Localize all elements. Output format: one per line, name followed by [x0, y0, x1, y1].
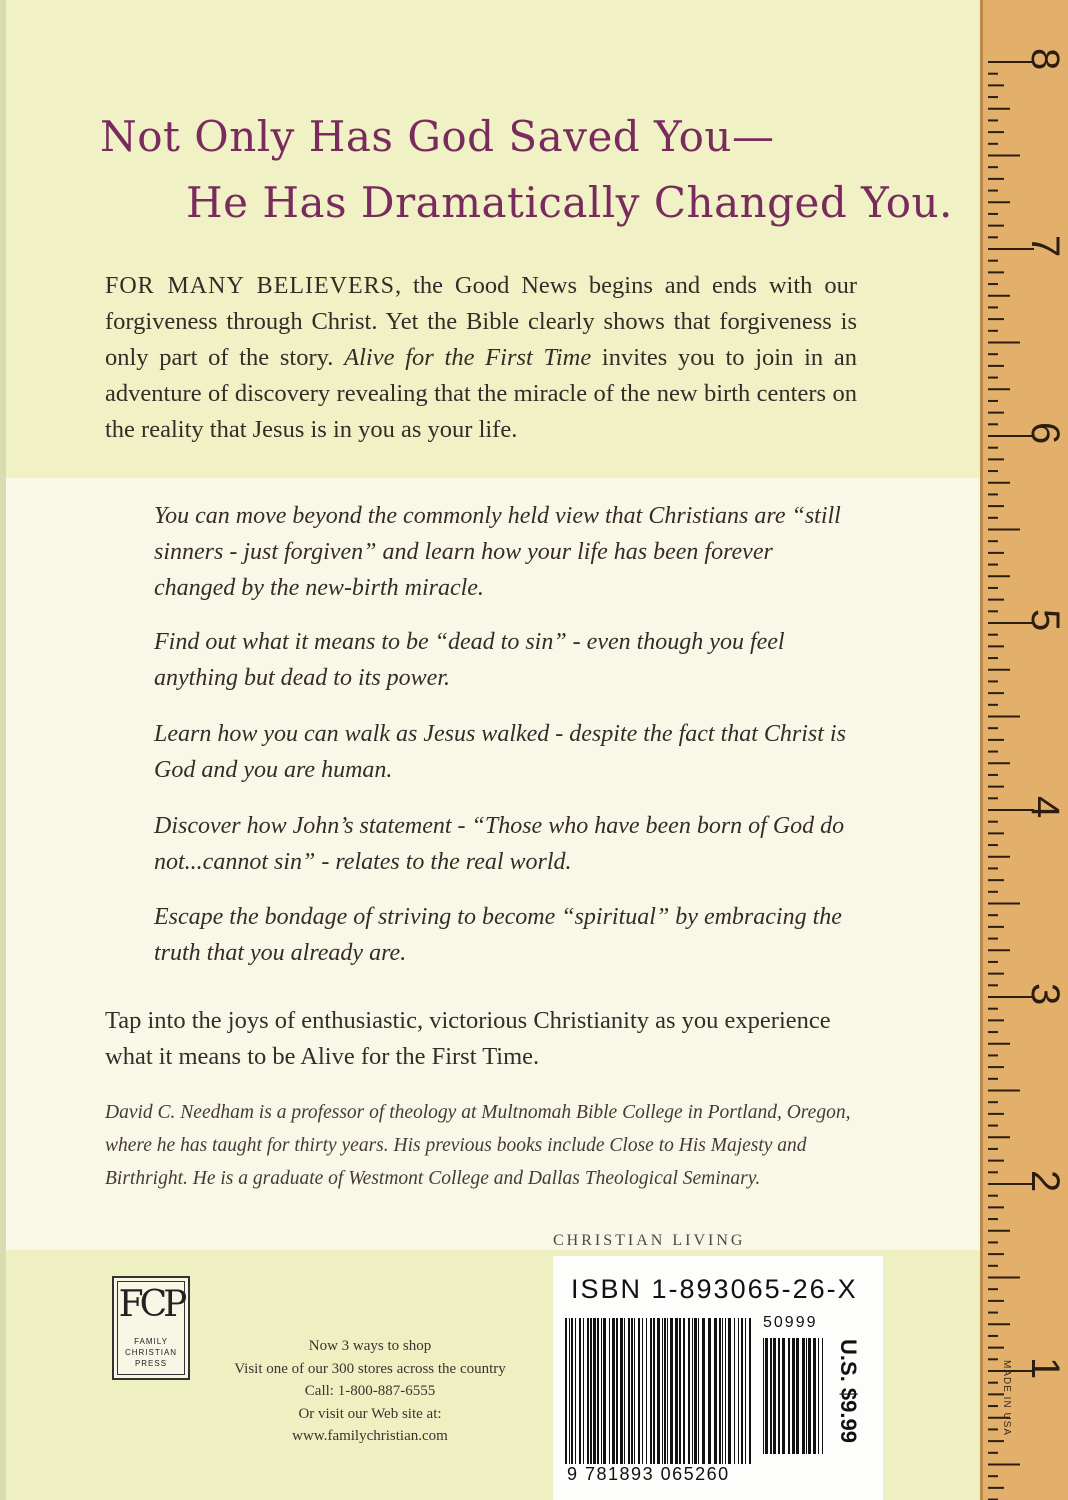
barcode-bar	[664, 1318, 666, 1464]
barcode-bar	[597, 1318, 599, 1464]
barcode-bar	[770, 1338, 772, 1454]
logo-publisher-name	[114, 1336, 188, 1369]
benefit-item: Escape the bondage of striving to become “spiritual” by embracing the truth that you already are.	[154, 904, 842, 966]
price-barcode	[763, 1338, 829, 1454]
logo-mark: FCP	[118, 1284, 184, 1325]
barcode-bar	[728, 1318, 731, 1464]
shop-website: www.familychristian.com	[292, 1428, 448, 1444]
shop-line: Now 3 ways to shop	[308, 1338, 432, 1354]
barcode-bar	[683, 1318, 685, 1464]
barcode-bar	[765, 1338, 768, 1454]
logo-line: PRESS	[134, 1359, 168, 1368]
author-bio: David C. Needham is a professor of theology at Multnomah Bible College in Portland, Oregon, where he has taught for thirty years. His previous books include Close to His Majesty and Birthright. He is a graduate of Westmont College and Dallas Theological Seminary.	[105, 1102, 851, 1189]
barcode-bar	[763, 1338, 764, 1454]
barcode-bar	[646, 1318, 647, 1464]
barcode-bar	[603, 1318, 606, 1464]
barcode-bar	[624, 1318, 625, 1464]
barcode-bar	[601, 1318, 602, 1464]
barcode-bar	[579, 1318, 581, 1464]
barcode-bar	[631, 1318, 633, 1464]
barcode-bar	[822, 1338, 823, 1454]
closing-paragraph: Tap into the joys of enthusiastic, victorious Christianity as you experience what it means to be Alive for the First Time.	[105, 1007, 831, 1070]
barcode-bar	[714, 1318, 717, 1464]
isbn-text: ISBN 1-893065-26-X	[571, 1274, 858, 1304]
publisher-logo	[112, 1276, 190, 1380]
barcode-bar	[653, 1318, 655, 1464]
barcode-bar	[667, 1318, 668, 1464]
barcode-bar	[593, 1318, 596, 1464]
ruler-number: 3	[1023, 983, 1067, 1006]
barcode-bar	[813, 1338, 816, 1454]
ruler-number: 4	[1023, 796, 1067, 819]
barcode-bar	[612, 1318, 615, 1464]
barcode-bar	[782, 1338, 785, 1454]
barcode-label	[553, 1256, 883, 1500]
barcode-bar	[634, 1318, 635, 1464]
barcode-bar	[749, 1318, 751, 1464]
barcode-bar	[583, 1318, 584, 1464]
shop-line: Visit one of our 300 stores across the country	[234, 1360, 506, 1377]
shop-info	[200, 1335, 540, 1448]
shop-line: Call: 1-800-887-6555	[304, 1383, 436, 1399]
barcode-bar	[565, 1318, 567, 1464]
benefit-item: You can move beyond the commonly held view that Christians are “still sinners - just forgiven” and learn how your life has been forever changed by the new-birth miracle.	[154, 503, 841, 601]
barcode-bar	[657, 1318, 660, 1464]
barcode-bar	[628, 1318, 630, 1464]
ruler	[980, 0, 1068, 1500]
ruler-number: 2	[1023, 1170, 1067, 1193]
barcode-bar	[679, 1318, 681, 1464]
intro-text-1: , the Good News begins and ends with our forgiveness through Christ. Yet the Bible clearly shows that forgiveness is only part of the story.	[105, 272, 857, 371]
barcode-bar	[734, 1318, 735, 1464]
barcode-bar	[808, 1338, 811, 1454]
barcode-bar	[788, 1338, 790, 1454]
barcode-bar	[778, 1338, 780, 1454]
ruler-number: 6	[1023, 422, 1067, 445]
barcode-bar	[802, 1338, 805, 1454]
barcode-bar	[725, 1318, 726, 1464]
barcode-bar	[609, 1318, 610, 1464]
barcode-bar	[722, 1318, 723, 1464]
barcode-bar	[616, 1318, 618, 1464]
barcode-bar	[719, 1318, 721, 1464]
logo-line: FAMILY	[134, 1337, 168, 1346]
price-text: U.S. $9.99	[836, 1339, 861, 1443]
barcode-bar	[818, 1338, 819, 1454]
barcode-bar	[692, 1318, 693, 1464]
ean-digits: 9 781893 065260	[567, 1464, 730, 1484]
category-label: CHRISTIAN LIVING	[553, 1232, 746, 1249]
intro-text-2: invites you to join in an adventure of discovery revealing that the miracle of the new birth centers on the reality that Jesus is in you as your life.	[105, 344, 857, 443]
barcode-bar	[575, 1318, 576, 1464]
ruler-number: 1	[1023, 1357, 1067, 1380]
barcode-bar	[796, 1338, 799, 1454]
barcode-bar	[638, 1318, 640, 1464]
ruler-number: 5	[1023, 609, 1067, 632]
logo-line: CHRISTIAN	[124, 1348, 178, 1357]
barcode-bar	[694, 1318, 697, 1464]
barcode-bar	[650, 1318, 652, 1464]
barcode-bar	[745, 1318, 746, 1464]
price	[833, 1336, 863, 1446]
headline-line-2: He Has Dramatically Changed You.	[186, 178, 953, 227]
intro-paragraph	[105, 268, 857, 448]
barcode-bar	[587, 1318, 589, 1464]
headline-line-1: Not Only Has God Saved You—	[100, 112, 775, 161]
benefit-item: Discover how John’s statement - “Those who have been born of God do not...cannot sin” - relates to the real world.	[154, 813, 845, 875]
shop-line: Or visit our Web site at:	[298, 1405, 442, 1422]
ean-barcode	[565, 1318, 755, 1464]
barcode-bar	[662, 1318, 663, 1464]
barcode-bar	[620, 1318, 623, 1464]
barcode-bar	[688, 1318, 690, 1464]
intro-book-title: Alive for the First Time	[344, 344, 592, 371]
ruler-brand: MADE IN USA	[1001, 1360, 1012, 1437]
barcode-bar	[792, 1338, 795, 1454]
barcode-bar	[590, 1318, 592, 1464]
intro-lead: FOR MANY BELIEVERS	[105, 273, 396, 299]
ruler-number: 8	[1023, 48, 1067, 71]
benefit-item: Find out what it means to be “dead to sin” - even though you feel anything but dead to its power.	[154, 629, 785, 691]
barcode-bar	[675, 1318, 678, 1464]
barcode-bar	[741, 1318, 743, 1464]
barcode-bar	[642, 1318, 643, 1464]
ruler-scale	[980, 0, 1068, 1500]
barcode-bar	[569, 1318, 570, 1464]
benefit-item: Learn how you can walk as Jesus walked - despite the fact that Christ is God and you are human.	[154, 721, 846, 783]
barcode-bar	[670, 1318, 673, 1464]
price-code: 50999	[763, 1314, 818, 1331]
cover-left-edge	[0, 0, 6, 1500]
barcode-bar	[702, 1318, 705, 1464]
barcode-bar	[571, 1318, 573, 1464]
barcode-bar	[708, 1318, 711, 1464]
barcode-bar	[773, 1338, 776, 1454]
barcode-bar	[806, 1338, 807, 1454]
ruler-number: 7	[1023, 235, 1067, 258]
barcode-bar	[738, 1318, 739, 1464]
barcode-bar	[698, 1318, 699, 1464]
